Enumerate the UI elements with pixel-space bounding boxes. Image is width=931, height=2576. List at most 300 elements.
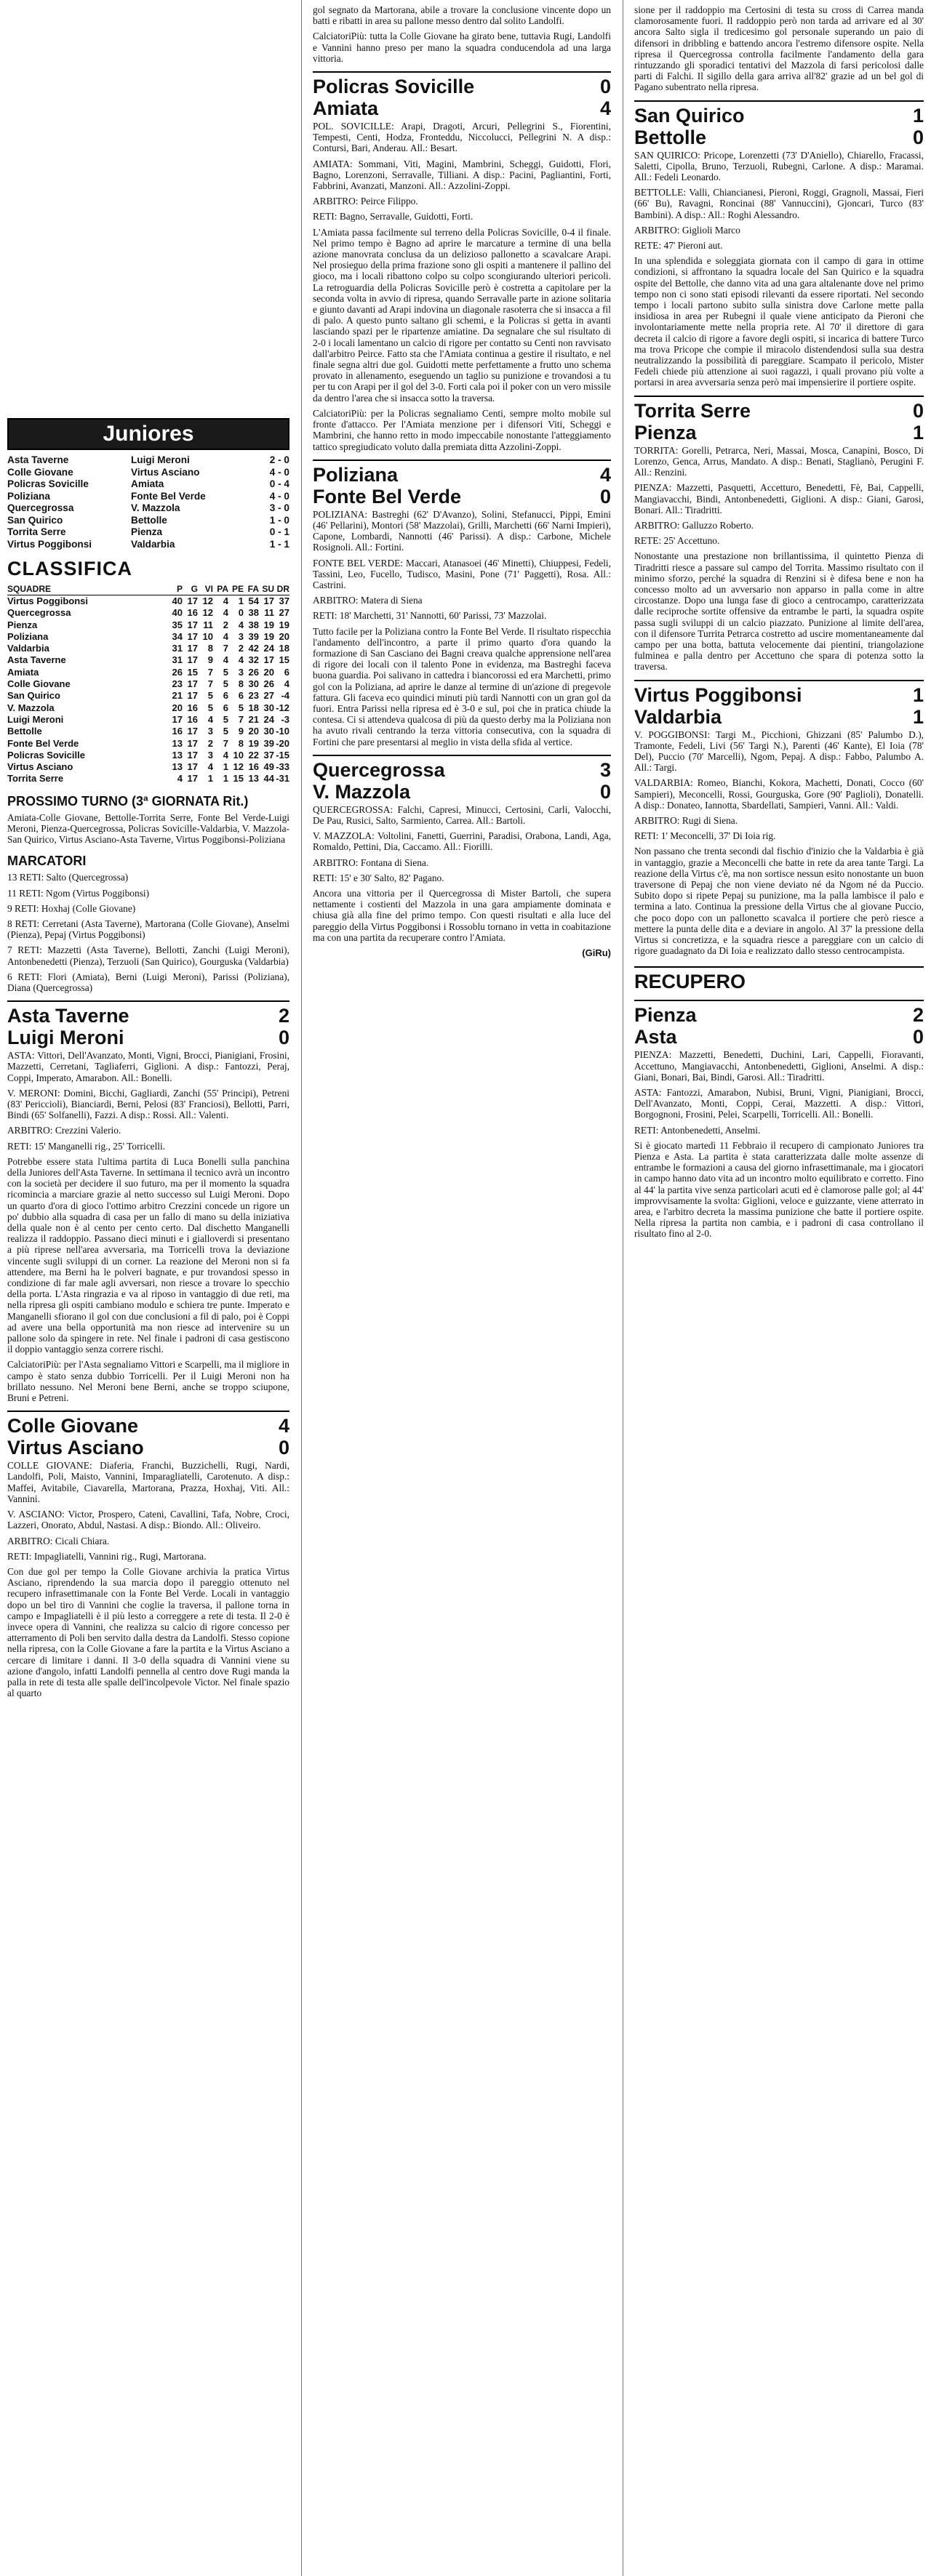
standings-cell: 2 (223, 619, 228, 630)
match-home-team: Torrita Serre (634, 399, 751, 422)
standings-cell: 17 (263, 654, 274, 666)
match-away-team: Valdarbia (634, 705, 722, 728)
standings-cell: 17 (187, 690, 198, 702)
standings-cell: 24 (263, 643, 274, 654)
author-signature: (GiRu) (582, 947, 611, 958)
standings-cell: 6 (223, 690, 228, 702)
match-header (634, 680, 924, 728)
result-row (7, 491, 289, 503)
standings-cell: 31 (172, 643, 183, 654)
match-home-team: Quercegrossa (313, 758, 445, 781)
standings-cell: Quercegrossa (7, 607, 71, 619)
standings-cell: 20 (248, 726, 259, 737)
standings-cell: Colle Giovane (7, 678, 71, 690)
result-row (7, 502, 289, 515)
standings-cell: 24 (263, 713, 274, 725)
standings-cell: 9 (207, 654, 213, 666)
standings-cell: 39 (248, 630, 259, 642)
match-report-paragraph: RETE: 47' Pieroni aut. (634, 240, 723, 252)
match-home-team: Colle Giovane (7, 1415, 139, 1437)
match-report-paragraph: RETI: 15' e 30' Salto, 82' Pagano. (313, 872, 444, 883)
match-away-team: Asta (634, 1026, 677, 1048)
standings-row (7, 714, 289, 726)
result-score: 0 - 4 (269, 478, 289, 489)
standings-cell: 54 (248, 595, 259, 606)
match-report-paragraph: ASTA: Vittori, Dell'Avanzato, Monti, Vigni, Brocci, Pianigiani, Frosini, Mazzetti, Cerretani, Tagliaferri, Giglioni. A disp.: Fantozzi, Peraj, Coppi, Imperato, Amarabon. All.: Bonelli. (7, 1050, 289, 1083)
standings-cell: 17 (187, 630, 198, 642)
standings-cell: 17 (187, 761, 198, 773)
result-score: 4 - 0 (269, 490, 289, 502)
match-home-row (634, 400, 924, 422)
standings-cell: 4 (223, 654, 228, 666)
standings-cell: 16 (248, 761, 259, 773)
match-report-paragraph: Si è giocato martedì 11 Febbraio il recupero di campionato Juniores tra Pienza e Asta. La partita è stata caratterizzata dalle molte assenze di entrambe le formazioni a causa del giorno infrasettimanale, ma i giocatori in campo hanno dato vita ad un incontro molto equilibrato e corretto. Fino al 44' la partita vive senza particolari acuti ed è clamorose palle gol; al 44' improvvisamente la svolta: Giglioni, veloce e guizzante, viene atterrato in area, e l'arbitro decreta la massima punizione che batte il portiere ospite. Nella ripresa la partita non cambia, e i padroni di casa controllano il risultato fino al 2-0. (634, 1139, 924, 1240)
match-home-row (7, 1415, 289, 1437)
result-home: Poliziana (7, 490, 50, 502)
standings-cell: 1 (223, 773, 228, 785)
standings-cell: 49 (263, 761, 274, 773)
standings-cell: 44 (263, 773, 274, 785)
result-away: V. Mazzola (131, 502, 180, 513)
standings-cell: 17 (187, 619, 198, 630)
match-away-team: Pienza (634, 421, 697, 444)
match-away-score: 0 (278, 1437, 289, 1459)
standings-header-cell: PA (213, 583, 228, 595)
standings-cell: 5 (238, 702, 244, 713)
standings-header-cell: SQUADRE (7, 583, 167, 595)
standings-cell: 5 (223, 666, 228, 678)
standings-cell: San Quirico (7, 690, 60, 702)
result-home: San Quirico (7, 514, 63, 526)
standings-row (7, 773, 289, 785)
result-home: Policras Sovicille (7, 478, 89, 489)
standings-cell: 23 (248, 690, 259, 702)
standings-cell: 4 (223, 595, 228, 606)
match-away-score: 0 (599, 780, 611, 803)
standings-cell: 3 (207, 749, 213, 761)
match-header (313, 71, 611, 119)
result-home: Asta Taverne (7, 454, 69, 465)
standings-row (7, 738, 289, 750)
standings-cell: 30 (248, 678, 259, 690)
standings-row (7, 726, 289, 737)
match-report-paragraph: ARBITRO: Peirce Filippo. (313, 196, 418, 207)
standings-row (7, 750, 289, 761)
standings-cell: 8 (238, 737, 244, 749)
col3-match-reports (627, 100, 931, 957)
match-report-paragraph: Nonostante una prestazione non brillantissima, il quintetto Pienza di Tiradritti riesce a passare sul campo del Torrita. Massimo risultato con il minimo sforzo, perché la squadra di Renzini si è difesa bene e non ha concesso molto ad un avversario non apparso in palla come in altre circostanze. Dopo una lunga fase di gioco a centrocampo, caratterizzata dalle reciproche sortite offensive da entrambe le parti, la squadra ospite passa sugli sviluppi di un calcio piazzato. Punizione al limite dell'area, con il difensore Turrita Petrarca costretto ad uscire momentaneamente dal campo per una botta, battuta velocemente dai pientini, triangolazione fulminea e palla dentro per Accettuno che spara di potenza sotto la traversa. (634, 550, 924, 673)
result-away: Bettolle (131, 514, 167, 526)
standings-cell: 13 (172, 737, 183, 749)
standings-cell: 17 (187, 654, 198, 666)
match-away-team: Bettolle (634, 126, 707, 148)
match-report-paragraph: RETI: 1' Meconcelli, 37' Di Ioia rig. (634, 830, 776, 842)
match-header (634, 1000, 924, 1048)
standings-cell: 9 (238, 726, 244, 737)
match-header (313, 460, 611, 507)
match-away-score: 0 (599, 485, 611, 507)
match-home-score: 1 (912, 683, 924, 706)
result-score: 0 - 1 (269, 526, 289, 537)
standings-cell: 17 (172, 713, 183, 725)
match-home-team: Pienza (634, 1004, 697, 1027)
match-away-row (634, 422, 924, 444)
match-away-score: 0 (912, 126, 924, 148)
standings-cell: 3 (238, 630, 244, 642)
standings-cell: 17 (187, 773, 198, 785)
standings-cell: 37 (279, 595, 289, 606)
standings-cell: 16 (187, 713, 198, 725)
match-away-team: Virtus Asciano (7, 1437, 144, 1459)
match-home-row (634, 1004, 924, 1026)
standings-cell: 6 (284, 666, 289, 678)
standings-header-cell: VI (198, 583, 213, 595)
standings-cell: 4 (223, 607, 228, 619)
match-report-paragraph: RETE: 25' Accettuno. (634, 535, 720, 547)
standings-cell: -20 (276, 737, 289, 749)
result-home: Colle Giovane (7, 466, 73, 478)
match-report-paragraph: CalciatoriPiù: per la Policras segnaliamo Centi, sempre molto mobile sul fronte d'attacco. Per l'Amiata menzione per i difensori Viti, Scheggi e Mambrini, che hanno retto in modo impeccabile nonostante l'atteggiamento tattico spregiudicato voluto dalla premiata ditta Azzolini-Zoppi. (313, 407, 611, 452)
standings-cell: 17 (263, 595, 274, 606)
match-away-row (7, 1027, 289, 1048)
column-3 (627, 0, 931, 2576)
match-report-paragraph: Tutto facile per la Poliziana contro la Fonte Bel Verde. Il risultato rispecchia l'andamento dell'incontro, a parte il primo quarto d'ora quando la formazione di San Casciano dei Bagni creava qualche apprensione nell'area di rigore dei locali con il talento Pone in evidenza, ma Bastreghi faceva buona guardia. Poi salivano in cattedra i biancorossi ed era Marchetti, primo gol con la Poliziana, ad aprire le danze al termine di un'azione di pregevole fattura. Gli faceva eco quindici minuti più tardi Nannotti con un gran gol da fuori. Entra Parissi nella ripresa ed è 3-0 e sul, poi che in pratica chiude la contesa. Ci si attendeva qualcosa di più da questo derby ma la Poliziana non ha avuto rivali centrando la terza vittoria consecutiva, con la squadra di Fortini che pare presentarsi al meglio in vista della sfida al vertice. (313, 625, 611, 747)
standings-cell: 0 (238, 607, 244, 619)
standings-cell: 19 (248, 737, 259, 749)
result-away: Fonte Bel Verde (131, 490, 206, 502)
standings-header-cell: SU (259, 583, 274, 595)
standings-cell: Policras Sovicille (7, 749, 85, 761)
match-report-paragraph: SAN QUIRICO: Pricope, Lorenzetti (73' D'Aniello), Chiarello, Fracassi, Saletti, Cipolla, Bruno, Terzuoli, Rubegni, Carlone. A disp.: Maramai. All.: Fedeli Leonardo. (634, 149, 924, 183)
standings-cell: 7 (238, 713, 244, 725)
match-report-paragraph: PIENZA: Mazzetti, Pasquetti, Accetturo, Benedetti, Fè, Bai, Cappelli, Mangiavacchi, Bindi, Antonbenedetti, Giglioni. A disp.: Giani, Garosi, Bonari. All.: Tiradritti. (634, 482, 924, 515)
standings-row (7, 678, 289, 690)
standings-cell: 38 (248, 619, 259, 630)
result-score: 1 - 1 (269, 538, 289, 550)
standings-header-cell: G (183, 583, 198, 595)
match-report-paragraph: Ancora una vittoria per il Quercegrossa di Mister Bartoli, che supera nettamente i costienti del Mazzola in una gara ampiamente dominata e chiusa già alla fine del primo tempo. Con questi risultati e alla luce del pareggio della Virtus Poggibonsi i Rossoblu tornano in vetta in coabitazione ma con una partita da recuperare contro l'Amiata. (313, 887, 611, 943)
match-away-score: 0 (278, 1027, 289, 1049)
column-2 (305, 0, 618, 2576)
standings-cell: 11 (264, 607, 274, 619)
standings-cell: 20 (263, 666, 274, 678)
result-home: Quercegrossa (7, 502, 74, 513)
standings-header-cell: P (167, 583, 183, 595)
standings-row (7, 761, 289, 773)
match-home-score: 1 (912, 104, 924, 127)
column-1 (0, 0, 297, 2576)
standings-cell: Poliziana (7, 630, 49, 642)
col1-match-reports (0, 1000, 297, 1698)
standings-cell: Amiata (7, 666, 39, 678)
standings-cell: 35 (172, 619, 183, 630)
col2-continuation-calciatori: CalciatoriPiù: tutta la Colle Giovane ha girato bene, tuttavia Rugi, Landolfi e Vannini hanno preso per mano la squadra conducendola ad una larga vittoria. (313, 31, 611, 64)
scorer-line: 9 RETI: Hoxhaj (Colle Giovane) (7, 902, 136, 914)
standings-cell: Luigi Meroni (7, 713, 64, 725)
result-score: 1 - 0 (269, 514, 289, 526)
standings-cell: Virtus Poggibonsi (7, 595, 88, 606)
standings-cell: 7 (207, 666, 213, 678)
standings-cell: 21 (248, 713, 259, 725)
match-report-paragraph: V. MAZZOLA: Voltolini, Fanetti, Guerrini, Paradisi, Orabona, Landi, Aga, Romaldo, Pettini, Dia, Caccamo. All.: Fiorilli. (313, 830, 611, 853)
result-away: Virtus Asciano (131, 466, 200, 478)
standings-cell: 4 (223, 630, 228, 642)
standings-cell: 32 (248, 654, 259, 666)
match-away-team: V. Mazzola (313, 780, 411, 803)
standings-cell: 26 (172, 666, 183, 678)
standings-cell: 1 (223, 761, 228, 773)
match-report-paragraph: RETI: Impagliatelli, Vannini rig., Rugi, Martorana. (7, 1550, 207, 1562)
match-report-paragraph: QUERCEGROSSA: Falchi, Capresi, Minucci, Certosini, Carli, Valocchi, De Pau, Rusici, Salto, Sarmiento, Carrea. All.: Bartoli. (313, 803, 611, 826)
match-report-paragraph: L'Amiata passa facilmente sul terreno della Policras Sovicille, 0-4 il finale. Nel primo tempo è Bagno ad aprire le marcature a termine di una bella azione manovrata conclusa da un delizioso pallonetto a scavalcare Arapi. Nel prosieguo della prima frazione sono gli ospiti a mantenere il pallino del gioco, ma i locali ribattono colpo su colpo scongiurando ulteriori pericoli. La retroguardia della Policras Sovicille però è costretta a capitolare per la seconda volta in avvio di ripresa, quando Serravalle parte in azione solitaria e giunto davanti ad Arapi indovina un diagonale rasoterra che si insacca a fil di palo. A questo punto saltano gli schemi, e la Policras si getta in avanti lasciando spazi per le ripartenze amiatine. Da segnalare che sul risultato di 2-0 i locali lamentano un calcio di rigore per contatto su Centi non ravvisato dall'arbitro Peirce. Fatto sta che l'Amiata continua a gestire il risultato, e nel finale segna altri due gol. Guidotti mette perfettamente a frutto uno schema provato in allenamento, eseguendo un taglio su punizione e trovandosi a tu per tu con Arapi per il gol del 3-0. Forti cala poi il poker con un vero missile da dentro l'area che si insacca sotto la traversa. (313, 226, 611, 404)
standings-cell: 16 (187, 702, 198, 713)
result-row (7, 478, 289, 491)
standings-cell: 26 (248, 666, 259, 678)
standings-cell: 4 (223, 749, 228, 761)
prossimo-turno-heading: PROSSIMO TURNO (3ª GIORNATA Rit.) (7, 793, 249, 808)
standings-cell: 17 (187, 595, 198, 606)
standings-row (7, 595, 289, 608)
standings-cell: 15 (279, 654, 289, 666)
standings-cell: 10 (233, 749, 244, 761)
standings-cell: 15 (233, 773, 244, 785)
standings-cell: 27 (263, 690, 274, 702)
standings-cell: -31 (276, 773, 289, 785)
match-home-team: Policras Sovicille (313, 76, 475, 98)
recupero-heading: RECUPERO (634, 966, 924, 992)
match-report-paragraph: FONTE BEL VERDE: Maccari, Atanasoei (46' Minetti), Chiuppesi, Fedeli, Tassini, Leo, Fucello, Tudisco, Masini, Pone (71' Paggetti), Rosa. All.: Castrini. (313, 557, 611, 590)
standings-cell: 6 (238, 690, 244, 702)
match-home-row (634, 105, 924, 127)
standings-cell: Asta Taverne (7, 654, 66, 666)
standings-cell: 12 (202, 607, 213, 619)
standings-cell: 5 (223, 726, 228, 737)
standings-cell: 5 (223, 713, 228, 725)
match-report-paragraph: VALDARBIA: Romeo, Bianchi, Kokora, Machetti, Donati, Cocco (60' Sampieri), Meconcelli, Rossi, Gourguska, Gore (90' Paglioli), Donatelli. A disp.: Donateo, Iannotta, Sbardellati, Sampieri, Vanni. All.: Valdi. (634, 777, 924, 811)
standings-cell: 30 (263, 702, 274, 713)
scorer-line: 11 RETI: Ngom (Virtus Poggibonsi) (7, 887, 150, 899)
match-home-row (313, 759, 611, 781)
standings-cell: 21 (172, 690, 183, 702)
results-list (7, 454, 289, 550)
standings-cell: 12 (202, 595, 213, 606)
match-report-paragraph: ARBITRO: Cicali Chiara. (7, 1535, 110, 1546)
scorer-line: 7 RETI: Mazzetti (Asta Taverne), Bellotti, Zanchi (Luigi Meroni), Antonbenedetti (Pienza), Terzuoli (San Quirico), Gourguska (Valdarbia) (7, 944, 289, 967)
match-away-row (634, 706, 924, 728)
match-report-paragraph: ARBITRO: Matera di Siena (313, 595, 423, 606)
match-away-team: Luigi Meroni (7, 1027, 124, 1049)
standings-cell: 1 (207, 773, 213, 785)
match-home-row (313, 464, 611, 486)
standings-cell: 13 (172, 761, 183, 773)
match-report-paragraph: AMIATA: Sommani, Viti, Magini, Mambrini, Scheggi, Guidotti, Flori, Bagno, Lorenzoni, Serravalle, Tilliani. A disp.: Pacini, Pagliantini, Forti, Fabbrini, Avanzati, Manzoni. All.: Azzolini-Zoppi. (313, 158, 611, 192)
standings-cell: 19 (263, 619, 274, 630)
match-report-paragraph: V. POGGIBONSI: Targi M., Picchioni, Ghizzani (85' Palumbo D.), Tramonte, Fedeli, Livi (56' Targi N.), Parenti (46' Kante), El Ioia (78' Del), Puccio (70' Marcelli), Ngom, Pepaj. A disp.: Fabbo, Palumbo A. All.: Targi. (634, 729, 924, 774)
match-report-paragraph: ARBITRO: Rugi di Siena. (634, 814, 738, 826)
result-row (7, 526, 289, 539)
standings-cell: 16 (187, 607, 198, 619)
recupero-match-report (627, 1000, 931, 1239)
match-report-paragraph: V. MERONI: Domini, Bicchi, Gagliardi, Zanchi (55' Principi), Petreni (83' Periccioli), Bianciardi, Berni, Pelosi (83' Franciosi), Bellotti, Parri, Bindi (65' Solfanelli), Fazzi. A disp.: Rossi. All.: Valenti. (7, 1087, 289, 1121)
standings-cell: 19 (279, 619, 289, 630)
standings-cell: Valdarbia (7, 643, 49, 654)
match-report-paragraph: RETI: 18' Marchetti, 31' Nannotti, 60' Parissi, 73' Mazzolai. (313, 610, 547, 622)
standings-cell: 10 (202, 630, 213, 642)
standings-cell: 1 (238, 595, 244, 606)
result-row (7, 515, 289, 527)
match-home-team: Asta Taverne (7, 1005, 129, 1027)
standings-cell: 37 (263, 749, 274, 761)
match-home-score: 0 (599, 76, 611, 98)
match-report-paragraph: Con due gol per tempo la Colle Giovane archivia la pratica Virtus Asciano, riprendendo la sua marcia dopo il pareggio ottenuto nel recupero infrasettimanale con la Fonte Bel Verde. Locali in vantaggio dopo un bel tiro di Vannini che coglie la traversa, il pallone torna in campo e Impagliatelli è il più lesto a correggere a rete di testa. Il 2-0 è invece opera di Vannini, che realizza su calcio di rigore concesso per atterramento di Poli ben servito dalla destra da Landolfi. Stesso copione nella ripresa, con la Colle Giovane a fare la partita e la Virtus Asciano a cercare di limitare i danni. Il 3-0 della squadra di Vannini viene su azione d'angolo, infatti Landolfi pennella al centro dove Rugi manda la palla in rete di testa alle spalle dell'incolpevole Victor. Nel finale spazio al quarto (7, 1565, 289, 1699)
standings-cell: Fonte Bel Verde (7, 737, 79, 749)
result-score: 2 - 0 (269, 454, 289, 465)
standings-cell: 42 (248, 643, 259, 654)
match-header (7, 1000, 289, 1048)
match-home-score: 4 (278, 1415, 289, 1437)
result-score: 3 - 0 (269, 502, 289, 513)
standings-cell: Bettolle (7, 726, 42, 737)
match-away-row (634, 127, 924, 148)
match-home-score: 3 (599, 758, 611, 781)
standings-cell: -10 (276, 726, 289, 737)
scorer-line: 8 RETI: Cerretani (Asta Taverne), Martorana (Colle Giovane), Anselmi (Pienza), Pepaj (Virtus Poggibonsi) (7, 918, 289, 941)
standings-cell: 4 (207, 713, 213, 725)
standings-cell: 20 (279, 630, 289, 642)
standings-cell: V. Mazzola (7, 702, 55, 713)
standings-cell: 19 (263, 630, 274, 642)
standings-cell: 6 (223, 702, 228, 713)
match-report-paragraph: BETTOLLE: Valli, Chiancianesi, Pieroni, Roggi, Gragnoli, Massai, Fieri (66' Bu), Ravagni, Roncinai (88' Vannuccini), Gjoncari, Turco (83' Bambini). A disp.: All.: Roghi Alessandro. (634, 187, 924, 220)
match-report-paragraph: RETI: 15' Manganelli rig., 25' Torricelli. (7, 1140, 166, 1152)
match-home-score: 2 (278, 1005, 289, 1027)
scorer-line: 13 RETI: Salto (Quercegrossa) (7, 872, 129, 883)
standings-cell: 7 (207, 678, 213, 690)
standings-cell: 7 (223, 643, 228, 654)
standings-cell: 4 (284, 678, 289, 690)
standings-header-cell: FA (244, 583, 259, 595)
match-home-team: Poliziana (313, 463, 399, 486)
match-away-score: 1 (912, 705, 924, 728)
result-home: Virtus Poggibonsi (7, 538, 92, 550)
classifica-heading: CLASSIFICA (7, 558, 132, 579)
standings-cell: 4 (207, 761, 213, 773)
match-report-paragraph: POL. SOVICILLE: Arapi, Dragoti, Arcuri, Pellegrini S., Fiorentini, Tempesti, Centi, Hodza, Fronteddu, Niccolucci, Pellegrini N. A disp.: Contursi, Bari, Anderau. All.: Besart. (313, 121, 611, 154)
standings-row (7, 690, 289, 702)
match-home-score: 4 (599, 463, 611, 486)
standings-cell: 23 (172, 678, 183, 690)
standings-cell: 5 (207, 690, 213, 702)
column-divider (301, 0, 302, 2576)
standings-row (7, 631, 289, 643)
match-away-score: 0 (912, 1026, 924, 1048)
match-report-paragraph: V. ASCIANO: Victor, Prospero, Cateni, Cavallini, Tafa, Nobre, Croci, Lazzeri, Onorato, Abdul, Nastasi. A disp.: Biondo. All.: Oliveiro. (7, 1509, 289, 1531)
standings-cell: 40 (172, 595, 183, 606)
standings-cell: 13 (172, 749, 183, 761)
standings-cell: 30 (263, 726, 274, 737)
standings-cell: 17 (187, 749, 198, 761)
result-row (7, 467, 289, 479)
standings-cell: 26 (263, 678, 274, 690)
result-away: Pienza (131, 526, 163, 537)
result-home: Torrita Serre (7, 526, 66, 537)
match-home-row (634, 684, 924, 706)
match-away-row (634, 1026, 924, 1048)
marcatori-list (0, 872, 297, 993)
standings-cell: 5 (223, 678, 228, 690)
standings-cell: 4 (177, 773, 183, 785)
match-away-score: 1 (912, 421, 924, 444)
match-report-paragraph: RETI: Bagno, Serravalle, Guidotti, Forti. (313, 211, 474, 222)
standings-cell: -15 (276, 749, 289, 761)
standings-cell: 17 (187, 643, 198, 654)
standings-cell: 27 (279, 607, 289, 619)
standings-cell: 38 (248, 607, 259, 619)
match-home-team: Virtus Poggibonsi (634, 683, 802, 706)
result-away: Valdarbia (131, 538, 175, 550)
result-away: Amiata (131, 478, 164, 489)
col2-match-reports (305, 71, 618, 943)
standings-row (7, 667, 289, 678)
result-score: 4 - 0 (269, 466, 289, 478)
standings-row (7, 619, 289, 631)
match-away-row (313, 97, 611, 119)
match-report-paragraph: In una splendida e soleggiata giornata con il campo di gara in ottime condizioni, si affrontano la squadra locale del San Quirico e la squadra ospite del Bettolle, che danno vita ad una gara altalenante dove nel primo tempo non ci sono stati episodi rilevanti da essere riportati. Nel secondo tempo i locali partono subito sulla sinistra dove Carlone mette palla insidiosa in area per Rubegni il quale viene anticipato da Pieroni che involontariamente mette nella propria rete. Al 70' il direttore di gara decreta il calcio di rigore a favore degli ospiti, si incarica di battere Turco ma trova Pricope che compie il miracolo distendendosi sulla sua destra neutralizzando la possibilità di pareggiare. Scampato il pericolo, Mister Fedeli chiede più attenzione ai suoi ragazzi, i quali provano più volte a portarsi in area avversaria senza però mai impensierire il portiere ospite. (634, 255, 924, 388)
standings-cell: 16 (172, 726, 183, 737)
standings-cell: -12 (276, 702, 289, 713)
match-away-row (313, 781, 611, 803)
match-home-score: 2 (912, 1004, 924, 1027)
match-report-paragraph: CalciatoriPiù: per l'Asta segnaliamo Vittori e Scarpelli, ma il migliore in campo è stato senza dubbio Torricelli. Per il Luigi Meroni non ha brillato nessuno. Nel Meroni bene Berni, anche se troppo sciupone, Bruni e Petreni. (7, 1359, 289, 1404)
match-report-paragraph: ARBITRO: Crezzini Valerio. (7, 1125, 121, 1136)
standings-cell: 18 (248, 702, 259, 713)
standings-cell: 4 (238, 619, 244, 630)
standings-cell: 17 (187, 726, 198, 737)
standings-cell: 4 (238, 654, 244, 666)
standings-cell: -33 (276, 761, 289, 773)
standings-cell: Pienza (7, 619, 38, 630)
standings-cell: 11 (203, 619, 213, 630)
standings-cell: 22 (248, 749, 259, 761)
standings-cell: 2 (207, 737, 213, 749)
standings-cell: 15 (187, 666, 198, 678)
match-report-paragraph: COLLE GIOVANE: Diaferia, Franchi, Buzzichelli, Rugi, Nardi, Landolfi, Poli, Maisto, Vannini, Imparagliatelli, Carotenuto. A disp.: Maffei, Avitabile, Ciavarella, Martorana, Prazza, Hoxhaj, Viti. All.: Vannini. (7, 1460, 289, 1504)
match-header (634, 396, 924, 444)
standings-header-cell: PE (228, 583, 244, 595)
match-header (7, 1411, 289, 1458)
standings-cell: 17 (187, 737, 198, 749)
section-banner-juniores: Juniores (7, 418, 289, 450)
match-away-score: 4 (599, 97, 611, 120)
match-away-team: Fonte Bel Verde (313, 485, 462, 507)
match-header (634, 100, 924, 148)
standings-cell: 13 (248, 773, 259, 785)
match-report-paragraph: ARBITRO: Galluzzo Roberto. (634, 519, 754, 531)
standings-cell: 5 (207, 702, 213, 713)
standings-cell: 34 (172, 630, 183, 642)
col3-continuation-text: sione per il raddoppio ma Certosini di testa su cross di Carrea manda clamorosamente fuori. Il raddoppio però non tarda ad arrivare ed al 30' ancora Salto sigla il tredicesimo gol personale superando un paio di difensori in dribbling e battendo ancora l'estremo difensore ospite. Nella ripresa il Quercegrossa controlla facilmente l'andamento della gara rintuzzando gli sporadici tentativi del Mazzola di farsi pericolosi dalle parti di Falchi. Il sigillo della gara arriva all'82' grazie ad un bel gol di Pagano subentrato nella ripresa. (634, 4, 924, 93)
match-report-paragraph: ARBITRO: Fontana di Siena. (313, 856, 429, 868)
standings-cell: Torrita Serre (7, 773, 64, 785)
standings-cell: 20 (172, 702, 183, 713)
marcatori-heading: MARCATORI (7, 854, 87, 869)
prossimo-turno-text: Amiata-Colle Giovane, Bettolle-Torrita Serre, Fonte Bel Verde-Luigi Meroni, Pienza-Quercegrossa, Policras Sovicille-Valdarbia, V. Mazzola-San Quirico, Virtus Asciano-Asta Taverne, Virtus Poggibonsi-Poliziana (7, 811, 289, 846)
match-away-row (7, 1437, 289, 1458)
match-report-paragraph: TORRITA: Gorelli, Petrarca, Neri, Massai, Mosca, Canapini, Bosco, Di Lorenzo, Genca, Arrus, Mandato. A disp.: Benati, Staglianò, Perugini F. All.: Renzini. (634, 444, 924, 478)
standings-cell: Virtus Asciano (7, 761, 73, 773)
standings-cell: 8 (238, 678, 244, 690)
match-home-team: San Quirico (634, 104, 745, 127)
